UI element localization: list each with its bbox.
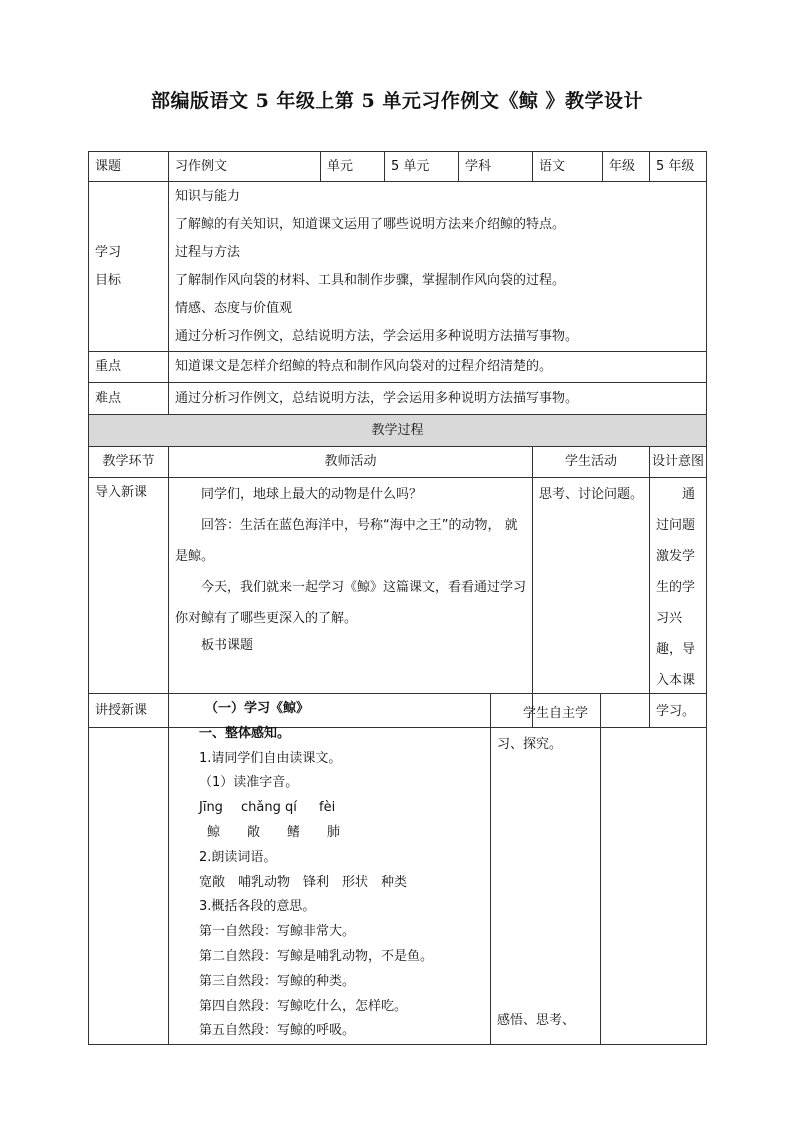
columns-row — [89, 447, 707, 478]
header-row — [89, 152, 707, 182]
intro-row — [89, 478, 707, 728]
pinyin-row — [199, 796, 484, 821]
step-1a: （1）读准字音。 — [199, 775, 299, 791]
intro-student: 思考、讨论问题。 — [533, 478, 650, 728]
pinyin: Jīng — [199, 800, 223, 816]
difficulty-row — [89, 383, 707, 415]
goal-line: 知识与能力 — [175, 188, 241, 204]
chars-row — [199, 821, 484, 846]
paragraph-summary: 第四自然段：写鲸吃什么，怎样吃。 — [199, 998, 408, 1014]
new-lesson-stage: 讲授新课 — [89, 694, 169, 1045]
goal-line: 通过分析习作例文，总结说明方法，学会运用多种说明方法描写事物。 — [175, 328, 579, 344]
unit-label: 单元 — [321, 152, 385, 182]
goal-line: 了解鲸的有关知识，知道课文运用了哪些说明方法来介绍鲸的特点。 — [175, 216, 566, 232]
key-point-label: 重点 — [89, 352, 169, 383]
goal-line: 过程与方法 — [175, 244, 241, 260]
difficulty-text: 通过分析习作例文，总结说明方法，学会运用多种说明方法描写事物。 — [169, 383, 707, 415]
paragraph-summary: 第五自然段：写鲸的呼吸。 — [199, 1023, 356, 1039]
course-label: 课题 — [89, 152, 169, 182]
section-heading: 一、整体感知。 — [199, 725, 291, 741]
goals-row — [89, 182, 707, 352]
pinyin: fèi — [319, 800, 336, 816]
grade-value: 5 年级 — [650, 152, 707, 182]
pinyin: chǎng — [241, 800, 281, 816]
paragraph-summary: 第二自然段：写鲸是哺乳动物，不是鱼。 — [199, 948, 434, 964]
subject-label: 学科 — [459, 152, 533, 182]
intro-stage: 导入新课 — [89, 478, 169, 728]
student-activity-2: 感悟、思考、 — [497, 1013, 576, 1028]
char: 鳍 — [287, 824, 301, 840]
col-student: 学生活动 — [533, 447, 650, 478]
new-lesson-row — [89, 694, 707, 1045]
subject-value: 语文 — [533, 152, 603, 182]
student-activity-1: 学生自主学习、探究。 — [497, 706, 589, 752]
difficulty-label: 难点 — [89, 383, 169, 415]
unit-value: 5 单元 — [385, 152, 459, 182]
col-stage: 教学环节 — [89, 447, 169, 478]
new-lesson-intent — [601, 694, 707, 1045]
step-1: 1.请同学们自由读课文。 — [199, 750, 342, 766]
grade-label: 年级 — [603, 152, 650, 182]
teacher-line: 同学们，地球上最大的动物是什么吗？ — [201, 487, 423, 502]
goals-content — [169, 182, 707, 352]
process-header: 教学过程 — [89, 415, 707, 447]
intro-teacher — [169, 478, 533, 728]
course-value: 习作例文 — [169, 152, 321, 182]
lesson-plan-table — [88, 151, 707, 728]
new-lesson-student — [491, 694, 601, 1045]
vocab-words: 宽敞 哺乳动物 锋利 形状 种类 — [199, 874, 408, 890]
key-point-text: 知道课文是怎样介绍鲸的特点和制作风向袋对的过程介绍清楚的。 — [169, 352, 707, 383]
col-teacher: 教师活动 — [169, 447, 533, 478]
teacher-line: 板书课题 — [201, 638, 254, 653]
new-lesson-teacher — [169, 694, 491, 1045]
intro-intent: 通过问题激发学生的学习兴趣，导入本课学习。 — [650, 478, 707, 728]
teacher-line: 回答：生活在蓝色海洋中，号称“海中之王”的动物， 就是鲸。 — [175, 518, 518, 564]
key-point-row — [89, 352, 707, 383]
goal-line: 情感、态度与价值观 — [175, 300, 293, 316]
char: 鲸 — [207, 824, 221, 840]
pinyin: qí — [285, 800, 297, 816]
paragraph-summary: 第三自然段：写鲸的种类。 — [199, 973, 356, 989]
step-2: 2.朗读词语。 — [199, 849, 277, 865]
process-header-row — [89, 415, 707, 447]
col-intent: 设计意图 — [650, 447, 707, 478]
char: 敞 — [247, 824, 261, 840]
teacher-line: 今天，我们就来一起学习《鲸》这篇课文，看看通过学习你对鲸有了哪些更深入的了解。 — [175, 580, 527, 626]
lesson-heading: （一）学习《鲸》 — [205, 701, 310, 716]
paragraph-summary: 第一自然段：写鲸非常大。 — [199, 924, 356, 940]
document-title: 部编版语文 5 年级上第 5 单元习作例文《鲸 》教学设计 — [150, 90, 643, 112]
goals-label: 学习 目标 — [89, 182, 169, 352]
new-lesson-table — [88, 693, 707, 1045]
step-3: 3.概括各段的意思。 — [199, 899, 316, 915]
char: 肺 — [327, 824, 341, 840]
goal-line: 了解制作风向袋的材料、工具和制作步骤，掌握制作风向袋的过程。 — [175, 272, 566, 288]
